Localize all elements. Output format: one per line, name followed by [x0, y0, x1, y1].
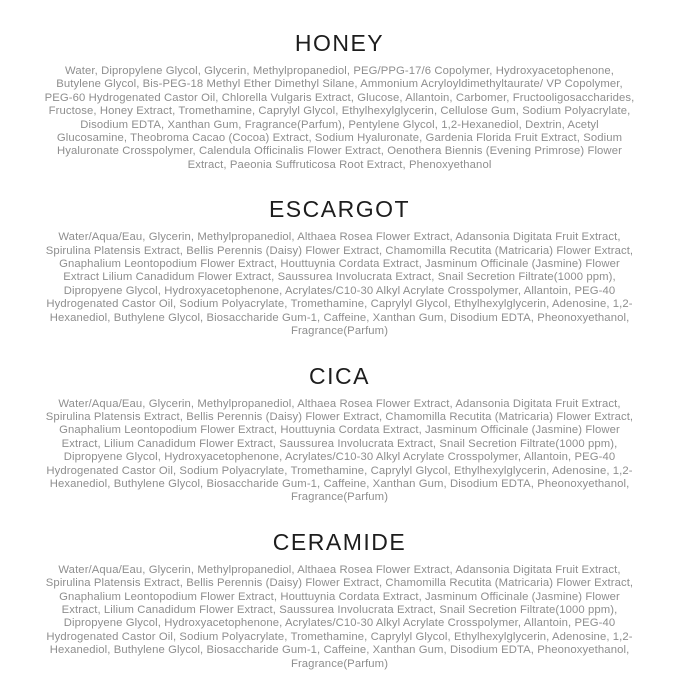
- section-escargot: [0, 172, 679, 338]
- ingredients-text-cica: Water/Aqua/Eau, Glycerin, Methylpropanediol, Althaea Rosea Flower Extract, Adansonia Digitata Fruit Extract, Spirulina Platensis Extract, Bellis Perennis (Daisy) Flower Extract, Chamomilla Recutita (Matricaria) Flower Extract, Gnaphalium Leontopodium Flower Extract, Houttuynia Cordata Extract, Jasminum Officinale (Jasmine) Flower Extract, Lilium Canadidum Flower Extract, Saussurea Involucrata Extract, Snail Secretion Filtrate(1000 ppm), Dipropyene Glycol, Hydroxyacetophenone, Acrylates/C10-30 Alkyl Acrylate Crosspolymer, Allantoin, PEG-40 Hydrogenated Castor Oil, Sodium Polyacrylate, Tromethamine, Caprylyl Glycol, Ethylhexylglycerin, Adenosine, 1,2-Hexanediol, Buthylene Glycol, Biosaccharide Gum-1, Caffeine, Xanthan Gum, Disodium EDTA, Pheonoxyethanol, Fragrance(Parfum): [45, 397, 634, 504]
- ingredients-text-honey: Water, Dipropylene Glycol, Glycerin, Methylpropanediol, PEG/PPG-17/6 Copolymer, Hydroxyacetophenone, Butylene Glycol, Bis-PEG-18 Methyl Ether Dimethyl Silane, Ammonium Acryloyldimethyltaurate/ VP Copolymer, PEG-60 Hydrogenated Castor Oil, Chlorella Vulgaris Extract, Glucose, Allantoin, Carbomer, Fructooligosaccharides, Fructose, Honey Extract, Tromethamine, Caprylyl Glycol, Ethylhexylglycerin, Cellulose Gum, Sodium Polyacrylate, Disodium EDTA, Xanthan Gum, Fragrance(Parfum), Pentylene Glycol, 1,2-Hexanediol, Dextrin, Acetyl Glucosamine, Theobroma Cacao (Cocoa) Extract, Sodium Hyaluronate, Gardenia Florida Fruit Extract, Sodium Hyaluronate Crosspolymer, Calendula Officinalis Flower Extract, Oenothera Biennis (Evening Primrose) Flower Extract, Paeonia Suffruticosa Root Extract, Phenoxyethanol: [44, 65, 635, 171]
- section-ceramide: [0, 505, 679, 671]
- product-title-cica: CICA: [309, 362, 370, 389]
- ingredients-text-ceramide: Water/Aqua/Eau, Glycerin, Methylpropanediol, Althaea Rosea Flower Extract, Adansonia Digitata Fruit Extract, Spirulina Platensis Extract, Bellis Perennis (Daisy) Flower Extract, Chamomilla Recutita (Matricaria) Flower Extract, Gnaphalium Leontopodium Flower Extract, Houttuynia Cordata Extract, Jasminum Officinale (Jasmine) Flower Extract, Lilium Canadidum Flower Extract, Saussurea Involucrata Extract, Snail Secretion Filtrate(1000 ppm), Dipropyene Glycol, Hydroxyacetophenone, Acrylates/C10-30 Alkyl Acrylate Crosspolymer, Allantoin, PEG-40 Hydrogenated Castor Oil, Sodium Polyacrylate, Tromethamine, Caprylyl Glycol, Ethylhexylglycerin, Adenosine, 1,2-Hexanediol, Buthylene Glycol, Biosaccharide Gum-1, Caffeine, Xanthan Gum, Disodium EDTA, Pheonoxyethanol, Fragrance(Parfum): [45, 563, 634, 670]
- product-title-ceramide: CERAMIDE: [272, 528, 407, 555]
- ingredients-text-escargot: Water/Aqua/Eau, Glycerin, Methylpropanediol, Althaea Rosea Flower Extract, Adansonia Digitata Fruit Extract, Spirulina Platensis Extract, Bellis Perennis (Daisy) Flower Extract, Chamomilla Recutita (Matricaria) Flower Extract, Gnaphalium Leontopodium Flower Extract, Houttuynia Cordata Extract, Jasminum Officinale (Jasmine) Flower Extract Lilium Canadidum Flower Extract, Saussurea Involucrata Extract, Snail Secretion Filtrate(1000 ppm), Dipropyene Glycol, Hydroxyacetophenone, Acrylates/C10-30 Alkyl Acrylate Crosspolymer, Allantoin, PEG-40 Hydrogenated Castor Oil, Sodium Polyacrylate, Tromethamine, Caprylyl Glycol, Ethylhexylglycerin, Adenosine, 1,2-Hexanediol, Buthylene Glycol, Biosaccharide Gum-1, Caffeine, Xanthan Gum, Disodium EDTA, Pheonoxyethanol, Fragrance(Parfum): [45, 231, 634, 338]
- product-title-escargot: ESCARGOT: [268, 196, 411, 223]
- product-title-honey: HONEY: [294, 30, 385, 56]
- section-honey: [0, 30, 679, 172]
- section-cica: [0, 339, 679, 505]
